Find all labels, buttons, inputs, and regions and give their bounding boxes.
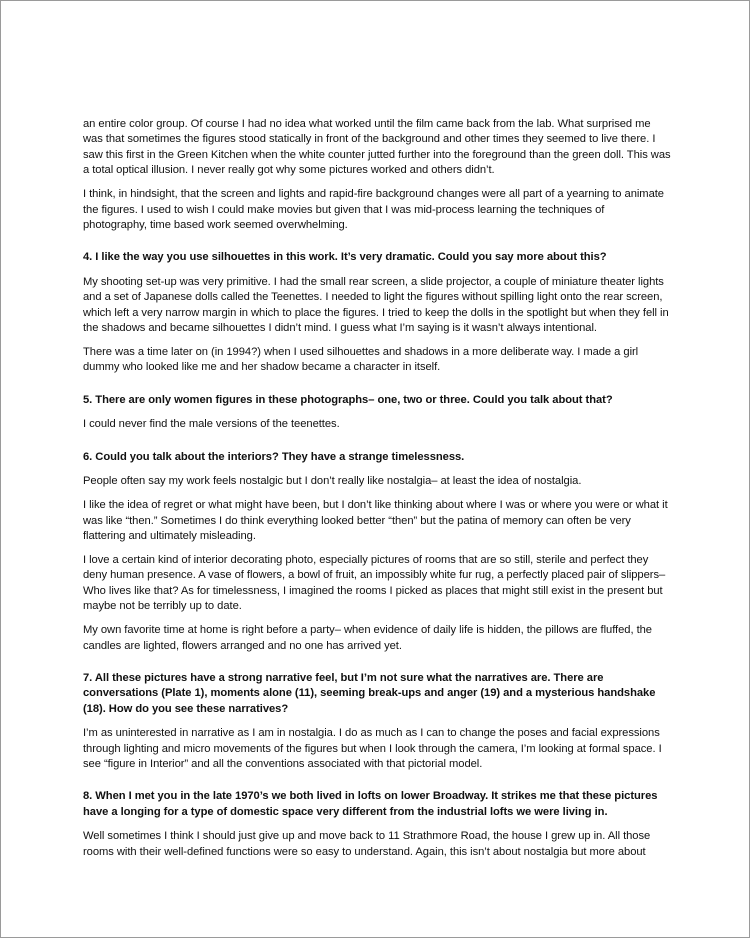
answer-paragraph: There was a time later on (in 1994?) when I used silhouettes and shadows in a more deliberate way. I made a girl dummy who looked like me and her shadow became a character in itself. [83,346,639,374]
answer-paragraph: I like the idea of regret or what might have been, but I don’t like thinking about where I was or where you were or what it was like “then.” Sometimes I do think everything looked better “then” but the patina of memory can often be very flattering and ultimately misleading. [83,499,668,542]
answer-paragraph: I love a certain kind of interior decorating photo, especially pictures of rooms that are so still, sterile and perfect they deny human presence. A vase of flowers, a bowl of fruit, an impossibly white fur rug, a perfectly placed pair of slippers– Who lives like that? As for timelessness, I imagined the rooms I picked as places that might still exist in the present but maybe not be terribly up to date. [83,553,666,613]
question-heading: 5. There are only women figures in these photographs– one, two or three. Could you talk about that? [83,393,613,406]
answer-paragraph: Well sometimes I think I should just give up and move back to 11 Strathmore Road, the house I grew up in. All those rooms with their well-defined functions were so easy to understand. Again, this isn’t about nostalgia but more about [83,830,651,858]
answer-paragraph: an entire color group. Of course I had no idea what worked until the film came back from the lab. What surprised me was that sometimes the figures stood statically in front of the background and other times they seemed to live there. I saw this first in the Green Kitchen when the white counter jutted further into the foreground than the green doll. This was a total optical illusion. I never really got why some pictures worked and others didn’t. [83,118,671,177]
page-body [83,117,671,869]
answer-paragraph: My own favorite time at home is right before a party– when evidence of daily life is hidden, the pillows are fluffed, the candles are lighted, flowers arranged and no one has arrived yet. [83,624,652,652]
answer-paragraph: I’m as uninterested in narrative as I am in nostalgia. I do as much as I can to change the poses and facial expressions through lighting and micro movements of the figures but when I look through the camera, I’m looking at formal space. I see “figure in Interior” and all the conventions associated with that pictorial model. [83,727,662,770]
answer-paragraph: My shooting set-up was very primitive. I had the small rear screen, a slide projector, a couple of miniature theater lights and a set of Japanese dolls called the Teenettes. I needed to light the figures without spilling light onto the rear screen, which left a very narrow margin in which to place the figures. I tried to keep the dolls in the spotlight but when they fell in the shadows and became silhouettes I didn’t mind. I guess what I’m saying is it wasn’t always intentional. [83,275,669,335]
answer-paragraph: I think, in hindsight, that the screen and lights and rapid-fire background changes were all part of a yearning to animate the figures. I used to wish I could make movies but given that I was mid-process learning the techniques of photography, time based work seemed overwhelming. [83,188,664,232]
question-heading: 4. I like the way you use silhouettes in this work. It’s very dramatic. Could you say more about this? [83,251,607,264]
question-heading: 8. When I met you in the late 1970’s we both lived in lofts on lower Broadway. It strikes me that these pictures have a longing for a type of domestic space very different from the industrial lofts we were living in. [83,790,658,818]
question-heading: 7. All these pictures have a strong narrative feel, but I’m not sure what the narratives are. There are conversations (Plate 1), moments alone (11), seeming break-ups and anger (19) and a mysterious handshake (18). How do you see these narratives? [83,671,656,715]
answer-paragraph: I could never find the male versions of the teenettes. [83,418,340,431]
question-heading: 6. Could you talk about the interiors? They have a strange timelessness. [83,450,465,463]
answer-paragraph: People often say my work feels nostalgic but I don’t really like nostalgia– at least the idea of nostalgia. [83,475,582,488]
